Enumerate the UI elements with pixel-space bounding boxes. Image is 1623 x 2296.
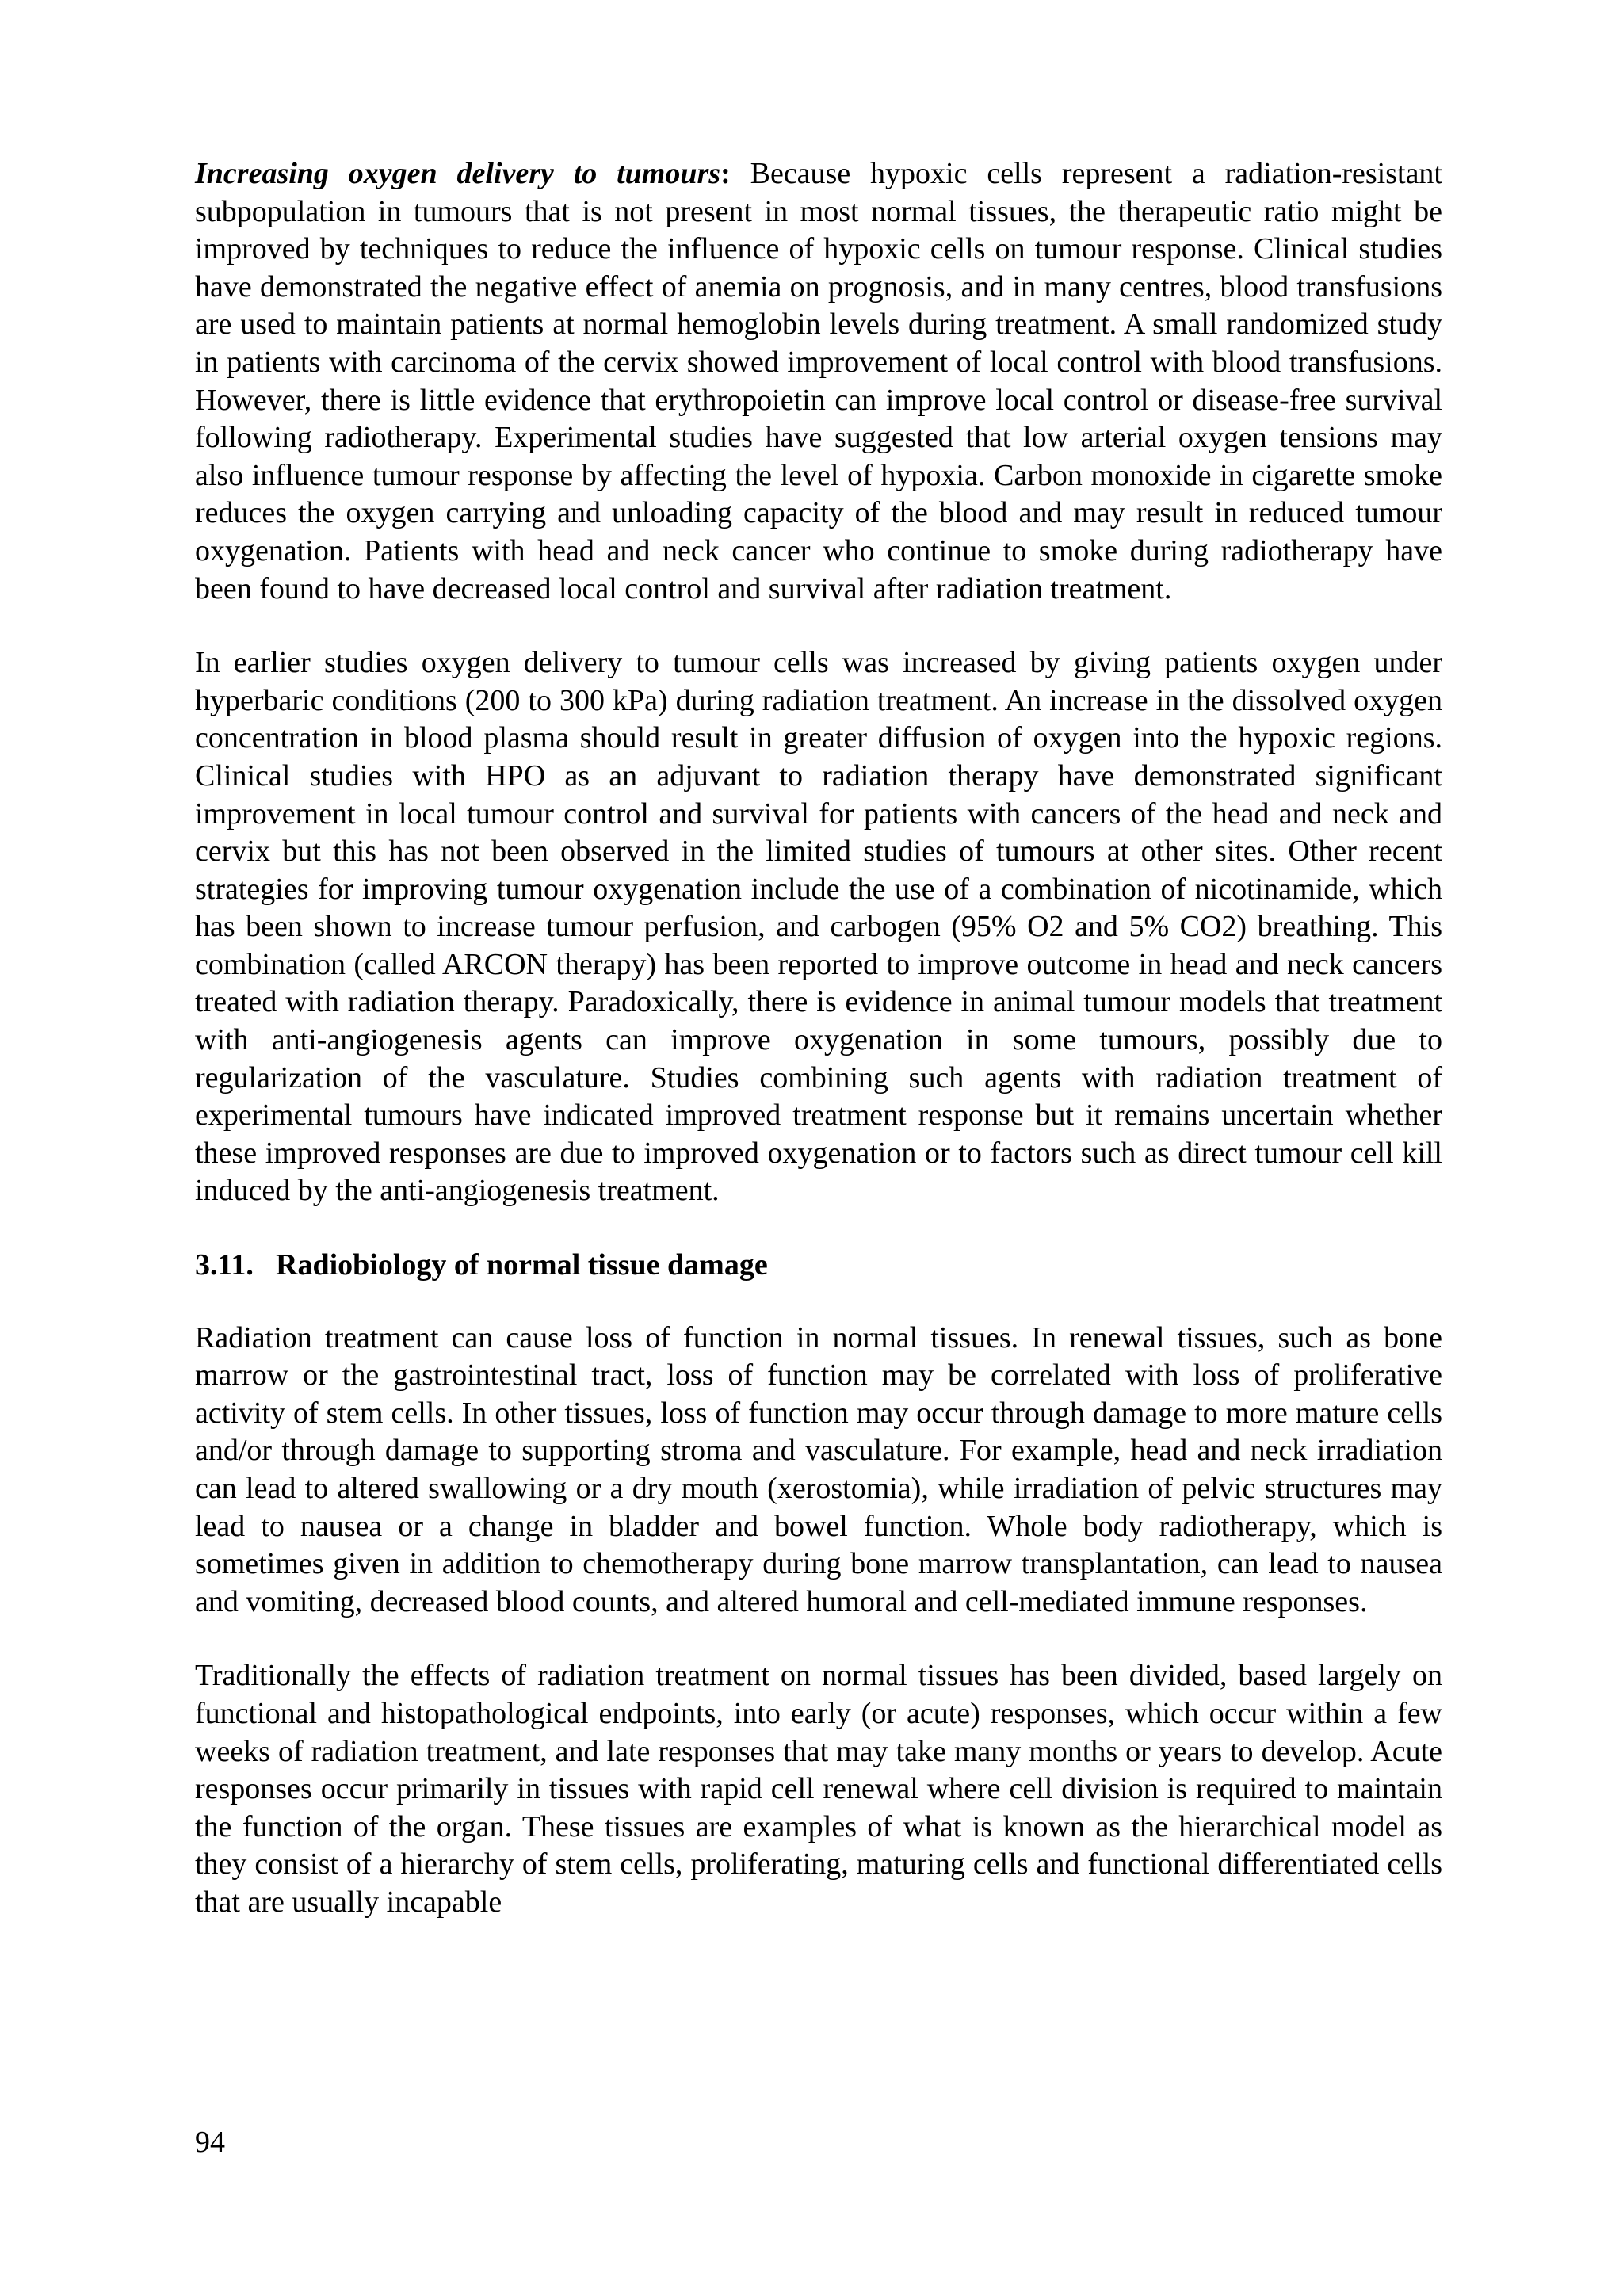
paragraph-hyperbaric-oxygen: In earlier studies oxygen delivery to tumour cells was increased by giving patients oxygen under hyperbaric conditions (200 to 300 kPa) during radiation treatment. An increase in the dissolved oxygen concentration in blood plasma should result in greater diffusion of oxygen into the hypoxic regions. Clinical studies with HPO as an adjuvant to radiation therapy have demonstrated significant improvement in local tumour control and survival for patients with cancers of the head and neck and cervix but this has not been observed in the limited studies of tumours at other sites. Other recent strategies for improving tumour oxygenation include the use of a combination of nicotinamide, which has been shown to increase tumour perfusion, and carbogen (95% O2 and 5% CO2) breathing. This combination (called ARCON therapy) has been reported to improve outcome in head and neck cancers treated with radiation therapy. Paradoxically, there is evidence in animal tumour models that treatment with anti-angiogenesis agents can improve oxygenation in some tumours, possibly due to regularization of the vasculature. Studies combining such agents with radiation treatment of experimental tumours have indicated improved treatment response but it remains uncertain whether these improved responses are due to improved oxygenation or to factors such as direct tumour cell kill induced by the anti-angiogenesis treatment.: [195, 646, 1442, 1208]
paragraph-early-late-responses: Traditionally the effects of radiation treatment on normal tissues has been divided, based largely on functional and histopathological endpoints, into early (or acute) responses, which occur within a few weeks of radiation treatment, and late responses that may take many months or years to develop. Acute responses occur primarily in tissues with rapid cell renewal where cell division is required to maintain the function of the organ. These tissues are examples of what is known as the hierarchical model as they consist of a hierarchy of stem cells, proliferating, maturing cells and functional differentiated cells that are usually incapable: [195, 1659, 1442, 1919]
page-number: 94: [195, 2126, 225, 2159]
section-heading: [195, 1247, 1442, 1285]
paragraph-oxygen-delivery: [195, 155, 1442, 608]
paragraph-lead-colon: :: [720, 157, 731, 190]
paragraph-lead-heading: Increasing oxygen delivery to tumours: [195, 157, 721, 190]
paragraph-body-text: Because hypoxic cells represent a radiation-resistant subpopulation in tumours that is not present in most normal tissues, the therapeutic ratio might be improved by techniques to reduce the influence of hypoxic cells on tumour response. Clinical studies have demonstrated the negative effect of anemia on prognosis, and in many centres, blood transfusions are used to maintain patients at normal hemoglobin levels during treatment. A small randomized study in patients with carcinoma of the cervix showed improvement of local control with blood transfusions. However, there is little evidence that erythropoietin can improve local control or disease-free survival following radiotherapy. Experimental studies have suggested that low arterial oxygen tensions may also influence tumour response by affecting the level of hypoxia. Carbon monoxide in cigarette smoke reduces the oxygen carrying and unloading capacity of the blood and may result in reduced tumour oxygenation. Patients with head and neck cancer who continue to smoke during radiotherapy have been found to have decreased local control and survival after radiation treatment.: [195, 157, 1442, 606]
page-body: [195, 155, 1442, 1958]
section-title: Radiobiology of normal tissue damage: [276, 1248, 768, 1282]
paragraph-normal-tissue-function: Radiation treatment can cause loss of function in normal tissues. In renewal tissues, such as bone marrow or the gastrointestinal tract, loss of function may be correlated with loss of proliferative activity of stem cells. In other tissues, loss of function may occur through damage to more mature cells and/or through damage to supporting stroma and vasculature. For example, head and neck irradiation can lead to altered swallowing or a dry mouth (xerostomia), while irradiation of pelvic structures may lead to nausea or a change in bladder and bowel function. Whole body radiotherapy, which is sometimes given in addition to chemotherapy during bone marrow transplantation, can lead to nausea and vomiting, decreased blood counts, and altered humoral and cell-mediated immune responses.: [195, 1320, 1442, 1618]
section-number: 3.11.: [195, 1248, 254, 1282]
